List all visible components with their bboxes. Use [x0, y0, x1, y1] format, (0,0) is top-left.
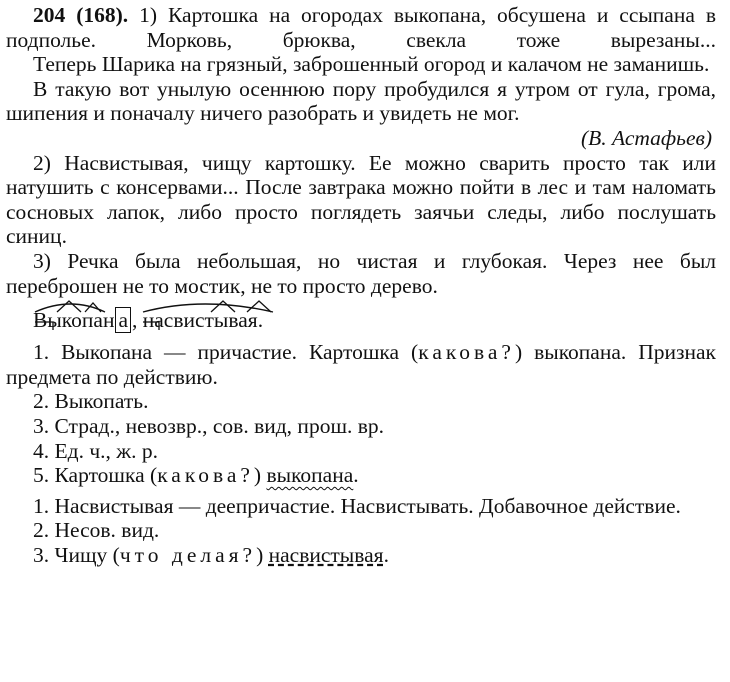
analysis-participle [6, 340, 716, 488]
analysis-item: 3. Страд., невозвр., сов. вид, прош. вр. [33, 413, 385, 438]
suffix-mark [57, 301, 81, 312]
analysis-text: ) [256, 542, 264, 567]
morpheme-marks [33, 298, 353, 338]
analysis-item: 2. Несов. вид. [33, 518, 160, 543]
analysis-item [6, 340, 716, 389]
morpheme-word-2: насвистывая [142, 308, 258, 333]
analysis-item: 1. Насвистывая — деепричастие. Насвистывать. Добавочное действие. [33, 493, 681, 518]
underlined-word: выкопана [266, 463, 354, 488]
morpheme-analysis [33, 308, 716, 336]
analysis-text: ) [253, 463, 262, 488]
analysis-item: 4. Ед. ч., ж. р. [33, 438, 158, 463]
analysis-gerund [6, 494, 716, 568]
exercise-paragraph-2: Теперь Шарика на грязный, заброшенный огород и калачом не заманишь. [33, 52, 710, 77]
analysis-item [6, 463, 716, 488]
exercise-paragraph-4: 2) Насвистывая, чищу картошку. Ее можно сварить просто так или натушить с консервами... После завтрака можно пойти в лес и там наломать сосновых лапок, либо просто поглядеть заячьи следы, либо послушать синиц. [6, 150, 716, 249]
exercise-paragraph-1 [6, 3, 716, 52]
prefix-mark [143, 322, 159, 330]
morpheme-comma: , [132, 308, 138, 333]
analysis-text: 1. Выкопана — причастие. Картошка ( [33, 340, 419, 365]
morpheme-word-1-ending: а [115, 307, 131, 333]
analysis-text: 5. Картошка ( [33, 463, 158, 488]
underlined-word: насвистывая [268, 542, 384, 567]
author-credit: (В. Астафьев) [580, 125, 712, 150]
analysis-text: . [353, 463, 359, 488]
exercise-number: 204 (168). [33, 3, 129, 27]
morpheme-word-1-stem: Выкопан [33, 308, 115, 333]
analysis-item [6, 543, 716, 568]
prefix-mark [35, 322, 53, 330]
analysis-text: 3. Чищу ( [33, 542, 120, 567]
suffix-mark [211, 301, 235, 312]
morpheme-period: . [257, 308, 264, 333]
analysis-text: . [383, 542, 389, 567]
question-spaced: какова? [157, 463, 254, 488]
exercise-paragraph-3: В такую вот унылую осеннюю пору пробудился я утром от гула, грома, шипения и поначалу ничего разобрать и увидеть не мог. [6, 76, 716, 126]
exercise-text-1: 1) Картошка на огородах выкопана, обсушена и ссыпана в подполье. Морковь, брюква, свекла тоже вырезаны... [6, 3, 717, 52]
exercise-paragraph-5: 3) Речка была небольшая, но чистая и глубокая. Через нее был переброшен не то мостик, не то просто дерево. [6, 248, 716, 298]
analysis-item: 2. Выкопать. [33, 389, 149, 414]
question-spaced: какова? [418, 340, 515, 365]
analysis-text: ) выкопана. Признак предмета по действию. [6, 340, 716, 389]
question-spaced: что делая? [119, 542, 257, 567]
